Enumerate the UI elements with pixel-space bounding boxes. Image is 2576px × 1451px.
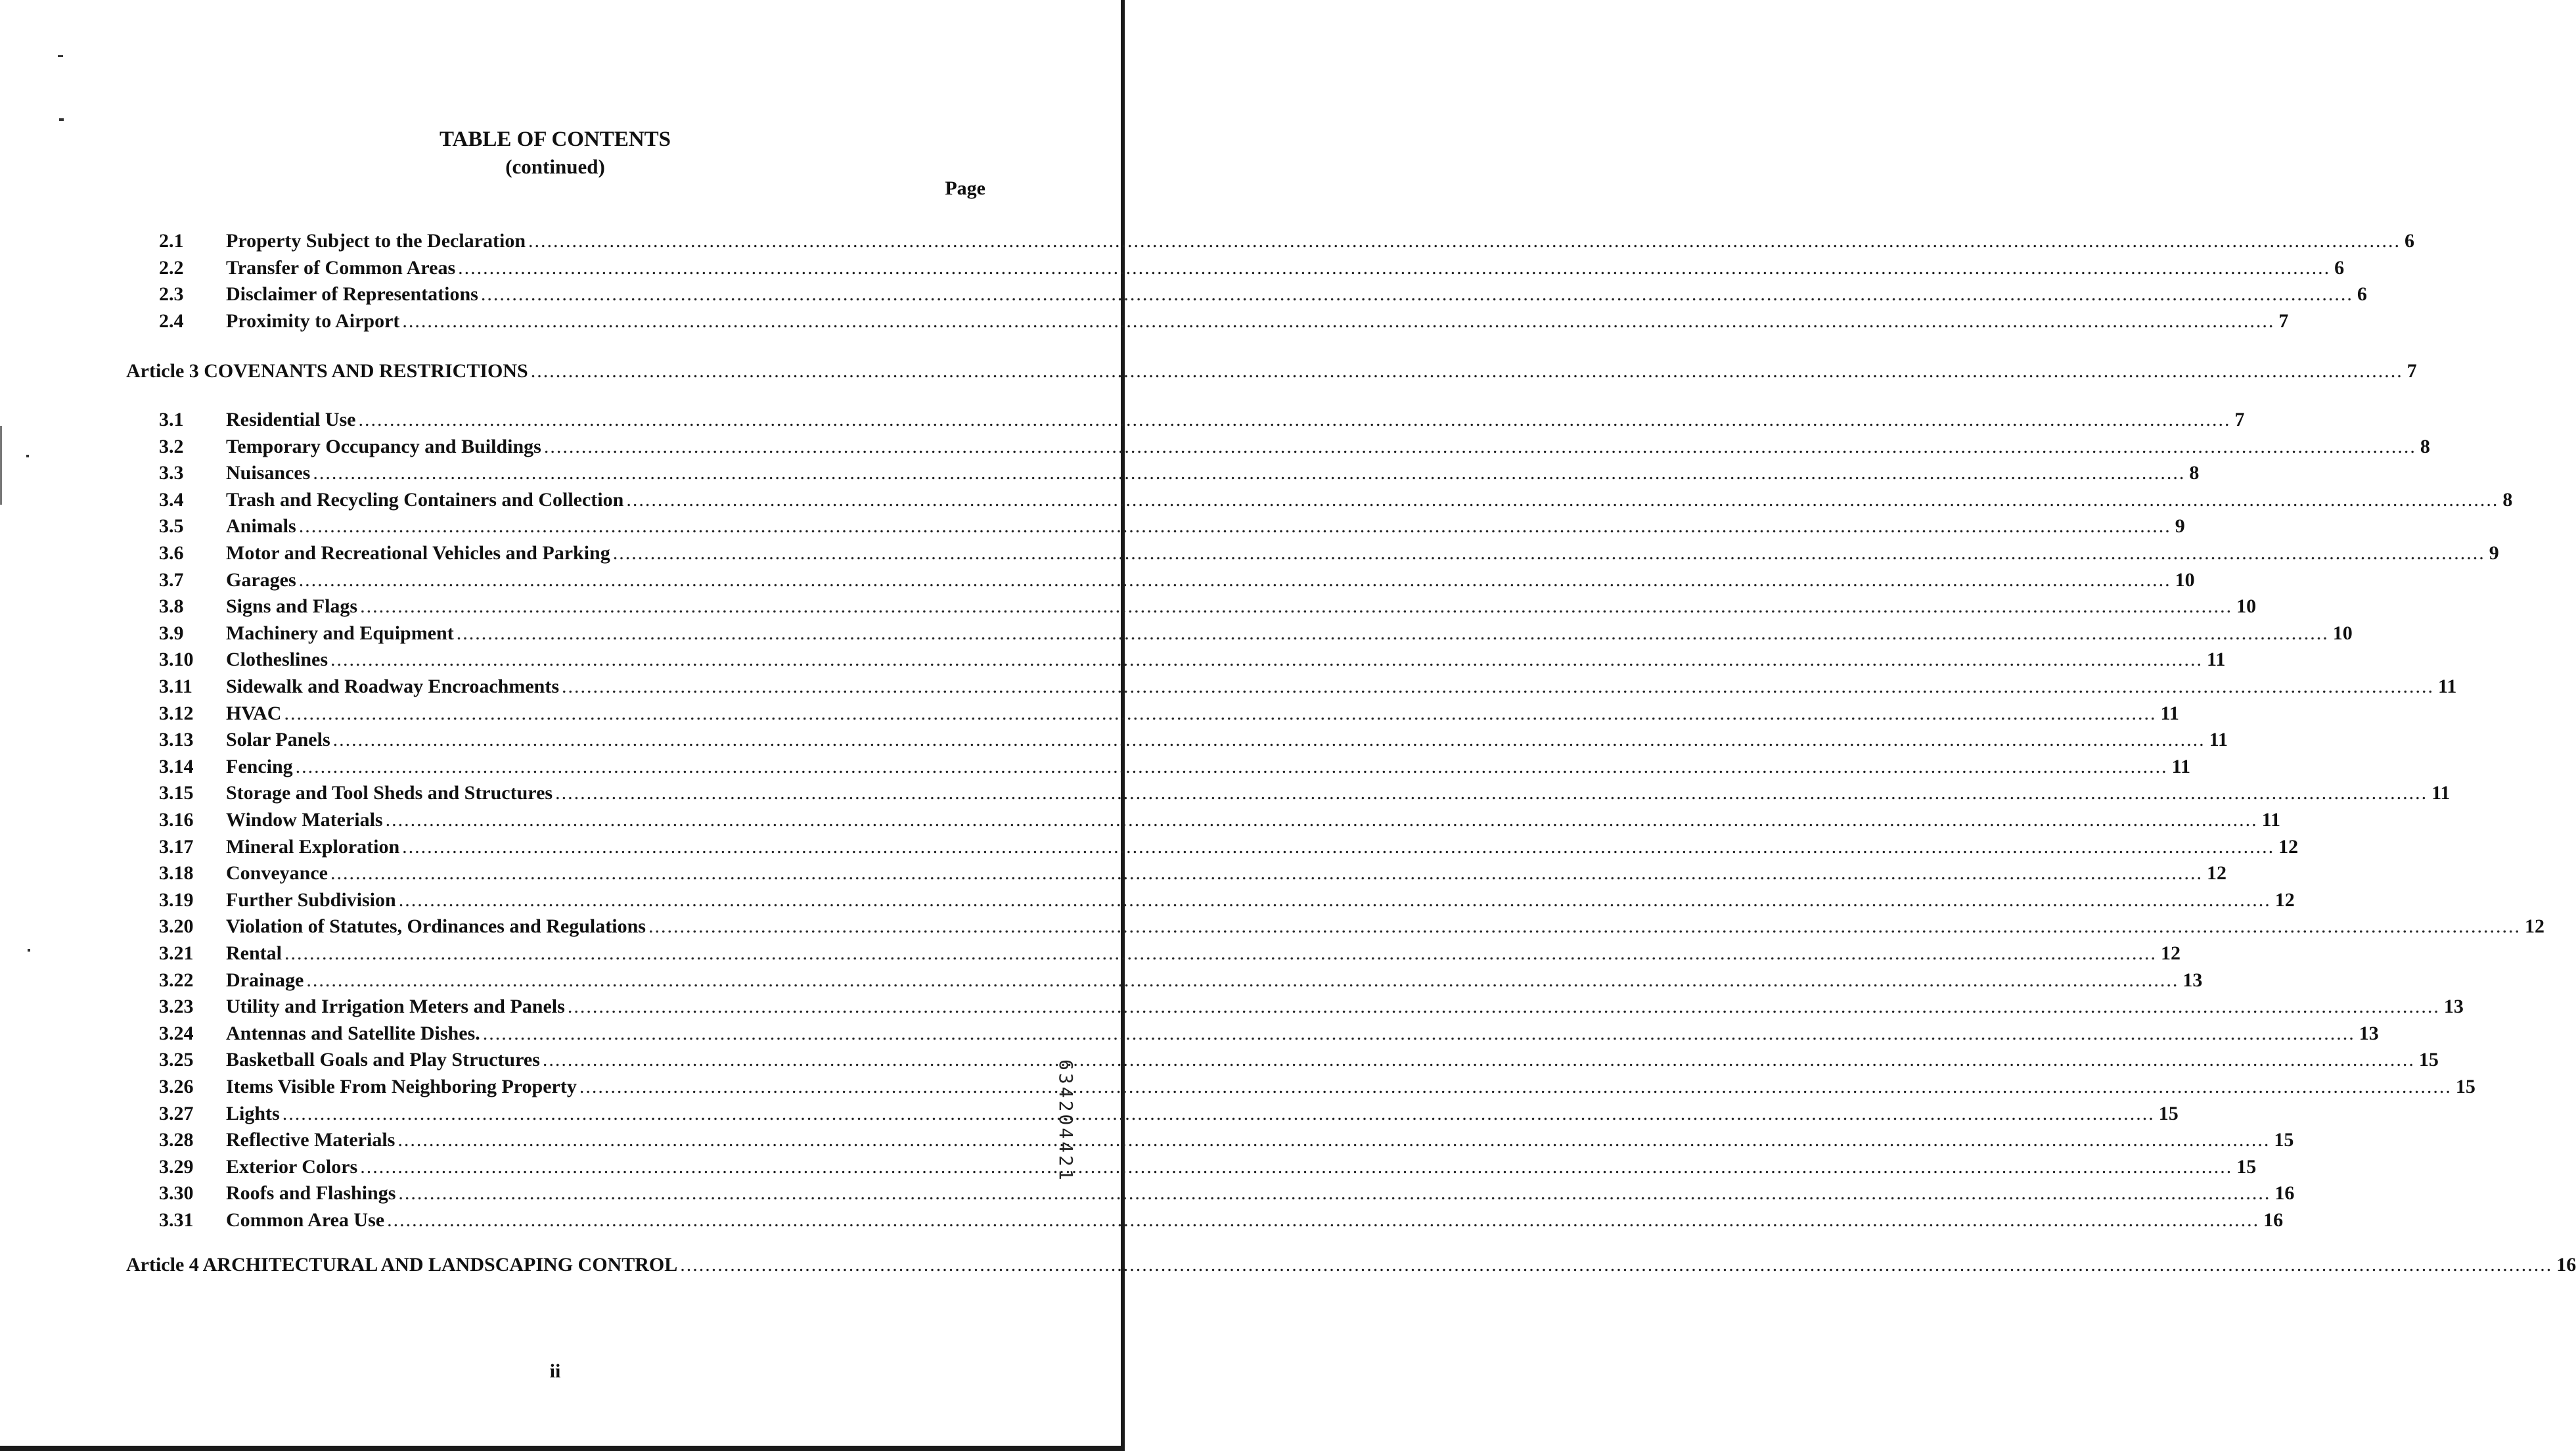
dot-leader: ............................................................................................................................................................................................................................................................................................................	[332, 729, 2205, 751]
page-ref: 12	[2274, 888, 2295, 911]
page-ref: 8	[2189, 462, 2200, 484]
section-number: 3.16	[159, 809, 194, 831]
section-title: Lights	[226, 1102, 280, 1124]
section-number: 2.1	[159, 230, 184, 252]
section-title: Machinery and Equipment	[226, 622, 454, 644]
dot-leader: ............................................................................................................................................................................................................................................................................................................	[330, 862, 2203, 885]
scan-speck	[58, 55, 63, 57]
toc-row	[0, 915, 2544, 942]
section-title: Temporary Occupancy and Buildings	[226, 435, 541, 457]
section-number: 3.10	[159, 649, 194, 671]
section-number: 3.21	[159, 942, 194, 964]
section-number: 3.11	[159, 676, 192, 697]
section-number: 3.30	[159, 1182, 194, 1205]
dot-leader: ............................................................................................................................................................................................................................................................................................................	[530, 360, 2403, 382]
section-title: Utility and Irrigation Meters and Panels	[226, 996, 565, 1018]
section-title: Garages	[226, 568, 296, 591]
toc-title: TABLE OF CONTENTS	[439, 127, 671, 151]
page-ref: 15	[2455, 1076, 2475, 1097]
page-ref: 13	[2182, 969, 2203, 991]
dot-leader: ............................................................................................................................................................................................................................................................................................................	[397, 1129, 2271, 1151]
section-title: Fencing	[226, 755, 293, 777]
page-ref: 6	[2334, 256, 2345, 279]
toc-row	[0, 515, 2185, 541]
toc-row	[0, 782, 2451, 808]
section-number: 3.4	[159, 488, 184, 511]
dot-leader: ............................................................................................................................................................................................................................................................................................................	[298, 568, 2171, 591]
dot-leader: ............................................................................................................................................................................................................................................................................................................	[680, 1254, 2553, 1276]
page-ref: 11	[2438, 676, 2457, 697]
toc-row	[0, 568, 2195, 595]
section-title: Roofs and Flashings	[226, 1182, 396, 1205]
section-title: Proximity to Airport	[226, 310, 400, 332]
page-ref: 11	[2209, 729, 2228, 751]
dot-leader: ............................................................................................................................................................................................................................................................................................................	[543, 435, 2416, 457]
page-ref: 8	[2420, 435, 2430, 457]
section-title: Residential Use	[226, 409, 356, 430]
dot-leader: ............................................................................................................................................................................................................................................................................................................	[360, 595, 2233, 618]
section-title: Exterior Colors	[226, 1155, 358, 1178]
dot-leader: ............................................................................................................................................................................................................................................................................................................	[648, 915, 2521, 938]
section-title: Motor and Recreational Vehicles and Parking	[226, 542, 610, 564]
toc-row	[0, 1155, 2257, 1182]
section-title: Drainage	[226, 969, 304, 991]
toc-row	[0, 996, 2464, 1022]
dot-leader: ............................................................................................................................................................................................................................................................................................................	[387, 1209, 2260, 1231]
toc-row	[0, 595, 2257, 622]
page-ref: 15	[2236, 1155, 2257, 1178]
page-ref: 16	[2274, 1182, 2295, 1205]
toc-row	[0, 676, 2457, 702]
section-title: Transfer of Common Areas	[226, 256, 456, 279]
section-number: 3.22	[159, 969, 194, 991]
section-title: Mineral Exploration	[226, 835, 400, 858]
toc-row	[0, 729, 2228, 755]
section-title: Antennas and Satellite Dishes.	[226, 1022, 480, 1044]
section-title: Rental	[226, 942, 282, 964]
dot-leader: ............................................................................................................................................................................................................................................................................................................	[298, 515, 2171, 538]
dot-leader: ............................................................................................................................................................................................................................................................................................................	[313, 462, 2186, 484]
dot-leader: ............................................................................................................................................................................................................................................................................................................	[358, 409, 2231, 430]
dot-leader: ............................................................................................................................................................................................................................................................................................................	[626, 488, 2499, 511]
section-title: Signs and Flags	[226, 595, 358, 618]
section-number: 3.9	[159, 622, 184, 644]
dot-leader: ............................................................................................................................................................................................................................................................................................................	[456, 622, 2329, 644]
dot-leader: ............................................................................................................................................................................................................................................................................................................	[612, 542, 2485, 564]
toc-subtitle: (continued)	[505, 155, 605, 178]
section-number: 3.27	[159, 1102, 194, 1124]
section-number: 3.8	[159, 595, 184, 618]
toc-row	[0, 283, 2367, 310]
toc-row	[0, 622, 2353, 649]
page-ref: 10	[2332, 622, 2353, 644]
section-title: Common Area Use	[226, 1209, 385, 1231]
section-number: 3.19	[159, 888, 194, 911]
dot-leader: ............................................................................................................................................................................................................................................................................................................	[295, 755, 2168, 777]
toc-row	[0, 755, 2191, 782]
dot-leader: ............................................................................................................................................................................................................................................................................................................	[402, 835, 2275, 858]
section-title: Disclaimer of Representations	[226, 283, 478, 305]
toc-row	[0, 702, 2179, 729]
toc-row	[0, 435, 2430, 462]
toc-row	[0, 1182, 2295, 1209]
dot-leader: ............................................................................................................................................................................................................................................................................................................	[555, 782, 2428, 804]
section-number: 3.15	[159, 782, 194, 804]
dot-leader: ............................................................................................................................................................................................................................................................................................................	[284, 702, 2157, 724]
section-number: 3.3	[159, 462, 184, 484]
dot-leader: ............................................................................................................................................................................................................................................................................................................	[330, 649, 2203, 671]
page-ref: 15	[2274, 1129, 2294, 1151]
dot-leader: ............................................................................................................................................................................................................................................................................................................	[579, 1076, 2452, 1097]
section-number: 3.31	[159, 1209, 194, 1231]
section-number: 3.25	[159, 1049, 194, 1071]
section-number: 3.7	[159, 568, 184, 591]
page-ref: 9	[2175, 515, 2185, 538]
toc-row	[0, 942, 2181, 969]
page-ref: 11	[2431, 782, 2451, 804]
page-number: ii	[549, 1360, 561, 1382]
page-ref: 7	[2234, 409, 2245, 430]
dot-leader: ............................................................................................................................................................................................................................................................................................................	[398, 1182, 2271, 1205]
section-number: 3.5	[159, 515, 184, 538]
page-ref: 11	[2261, 809, 2280, 831]
toc-row	[0, 1049, 2439, 1075]
page-ref: 13	[2359, 1022, 2379, 1044]
page-ref: 13	[2443, 996, 2464, 1018]
section-number: 3.26	[159, 1076, 194, 1097]
toc-article-row	[0, 1254, 2576, 1280]
page-ref: 15	[2158, 1102, 2179, 1124]
page-ref: 11	[2207, 649, 2226, 671]
section-title: Nuisances	[226, 462, 311, 484]
page-ref: 15	[2418, 1049, 2439, 1071]
section-title: Window Materials	[226, 809, 383, 831]
toc-row	[0, 1076, 2475, 1102]
article-title: Article 3 COVENANTS AND RESTRICTIONS	[126, 360, 528, 382]
toc-article-row	[0, 360, 2417, 386]
section-number: 3.23	[159, 996, 194, 1018]
dot-leader: ............................................................................................................................................................................................................................................................................................................	[306, 969, 2179, 991]
section-title: Storage and Tool Sheds and Structures	[226, 782, 553, 804]
article-title: Article 4 ARCHITECTURAL AND LANDSCAPING CONTROL	[126, 1254, 678, 1276]
section-number: 3.17	[159, 835, 194, 858]
dot-leader: ............................................................................................................................................................................................................................................................................................................	[458, 256, 2331, 279]
page-ref: 8	[2502, 488, 2513, 511]
section-number: 2.2	[159, 256, 184, 279]
toc-row	[0, 649, 2226, 675]
section-title: Conveyance	[226, 862, 328, 885]
page-ref: 12	[2161, 942, 2181, 964]
section-number: 2.4	[159, 310, 184, 332]
toc-row	[0, 1102, 2179, 1129]
section-number: 3.1	[159, 409, 184, 430]
section-number: 2.3	[159, 283, 184, 305]
dot-leader: ............................................................................................................................................................................................................................................................................................................	[402, 310, 2275, 332]
page-ref: 12	[2524, 915, 2544, 938]
page-ref: 6	[2405, 230, 2415, 252]
dot-leader: ............................................................................................................................................................................................................................................................................................................	[542, 1049, 2415, 1071]
section-title: Further Subdivision	[226, 888, 396, 911]
page-column-label: Page	[945, 177, 985, 199]
page-ref: 12	[2206, 862, 2226, 885]
section-title: HVAC	[226, 702, 282, 724]
toc-row	[0, 809, 2280, 835]
section-title: Violation of Statutes, Ordinances and Regulations	[226, 915, 646, 938]
section-title: Solar Panels	[226, 729, 330, 751]
section-number: 3.20	[159, 915, 194, 938]
dot-leader: ............................................................................................................................................................................................................................................................................................................	[398, 888, 2271, 911]
section-title: Items Visible From Neighboring Property	[226, 1076, 577, 1097]
section-title: Basketball Goals and Play Structures	[226, 1049, 540, 1071]
scan-speck	[59, 118, 64, 121]
toc-row	[0, 835, 2299, 862]
section-number: 3.24	[159, 1022, 194, 1044]
toc-row	[0, 1129, 2294, 1155]
section-title: Property Subject to the Declaration	[226, 230, 526, 252]
section-number: 3.28	[159, 1129, 194, 1151]
section-number: 3.13	[159, 729, 194, 751]
section-number: 3.2	[159, 435, 184, 457]
dot-leader: ............................................................................................................................................................................................................................................................................................................	[284, 942, 2157, 964]
toc-row	[0, 862, 2226, 888]
dot-leader: ............................................................................................................................................................................................................................................................................................................	[282, 1102, 2155, 1124]
toc-row	[0, 230, 2415, 256]
toc-row	[0, 969, 2203, 996]
toc-row	[0, 1022, 2379, 1049]
dot-leader: ............................................................................................................................................................................................................................................................................................................	[567, 996, 2440, 1018]
dot-leader: ............................................................................................................................................................................................................................................................................................................	[482, 1022, 2355, 1044]
section-title: Clotheslines	[226, 649, 328, 671]
toc-row	[0, 462, 2200, 488]
section-title: Sidewalk and Roadway Encroachments	[226, 676, 560, 697]
page-ref: 7	[2278, 310, 2289, 332]
toc-row	[0, 409, 2245, 435]
page-ref: 10	[2175, 568, 2195, 591]
dot-leader: ............................................................................................................................................................................................................................................................................................................	[528, 230, 2401, 252]
margin-stamp: 634204421	[1055, 1059, 1077, 1183]
toc-row	[0, 542, 2499, 568]
page-ref: 11	[2171, 755, 2191, 777]
page-ref: 12	[2278, 835, 2299, 858]
page-ref: 7	[2407, 360, 2417, 382]
section-title: Animals	[226, 515, 296, 538]
section-number: 3.18	[159, 862, 194, 885]
dot-leader: ............................................................................................................................................................................................................................................................................................................	[360, 1155, 2233, 1178]
dot-leader: ............................................................................................................................................................................................................................................................................................................	[562, 676, 2435, 697]
page-ref: 16	[2263, 1209, 2284, 1231]
section-number: 3.6	[159, 542, 184, 564]
page-ref: 10	[2236, 595, 2257, 618]
section-number: 3.29	[159, 1155, 194, 1178]
section-title: Reflective Materials	[226, 1129, 395, 1151]
page-ref: 6	[2357, 283, 2367, 305]
toc-row	[0, 1209, 2284, 1235]
dot-leader: ............................................................................................................................................................................................................................................................................................................	[385, 809, 2258, 831]
toc-row	[0, 310, 2289, 336]
toc-row	[0, 488, 2513, 515]
page-ref: 16	[2556, 1254, 2576, 1276]
scan-border-bottom	[0, 1446, 1125, 1451]
toc-row	[0, 256, 2345, 283]
page-ref: 9	[2489, 542, 2499, 564]
dot-leader: ............................................................................................................................................................................................................................................................................................................	[480, 283, 2353, 305]
section-number: 3.14	[159, 755, 194, 777]
section-title: Trash and Recycling Containers and Collection	[226, 488, 624, 511]
toc-row	[0, 888, 2295, 915]
page-ref: 11	[2160, 702, 2179, 724]
section-number: 3.12	[159, 702, 194, 724]
